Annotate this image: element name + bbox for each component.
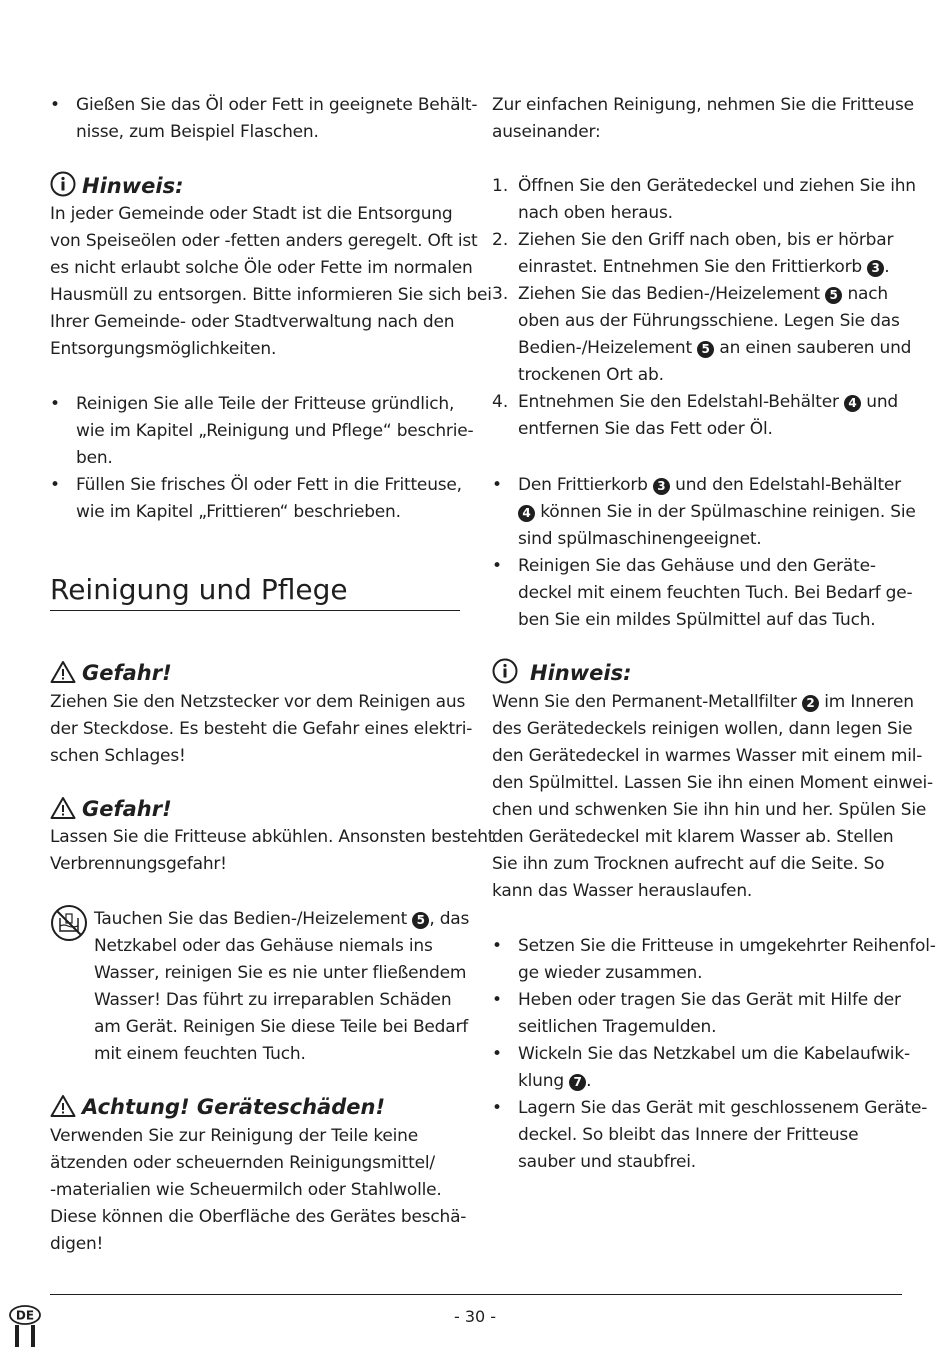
text-line: Reinigen Sie das Gehäuse und den Geräte- [518, 556, 876, 576]
bullet-dot: • [50, 475, 61, 495]
text-line: den Gerätedeckel in warmes Wasser mit einem mil- [492, 746, 923, 766]
text-line: sind spülmaschinengeeignet. [518, 529, 762, 549]
text-line: Lassen Sie die Fritteuse abkühlen. Ansonsten besteht [50, 827, 495, 847]
text-line: es nicht erlaubt solche Öle oder Fette im normalen [50, 258, 473, 278]
part-number-badge: 7 [569, 1074, 586, 1091]
text-line: der Steckdose. Es besteht die Gefahr eines elektri- [50, 719, 473, 739]
danger-title: Gefahr! [82, 661, 172, 685]
text-line: wie im Kapitel „Reinigung und Pflege“ beschrie- [76, 421, 474, 441]
part-number-badge: 3 [653, 478, 670, 495]
text-line: sauber und staubfrei. [518, 1152, 696, 1172]
text-line: Gießen Sie das Öl oder Fett in geeignete Behält- [76, 95, 478, 115]
danger-heading [50, 794, 172, 824]
no-immersion-icon [50, 904, 88, 942]
note-title: Hinweis: [82, 174, 184, 198]
info-icon [492, 658, 518, 684]
text-line: Füllen Sie frisches Öl oder Fett in die Fritteuse, [76, 475, 462, 495]
text-line: Ihrer Gemeinde- oder Stadtverwaltung nach den [50, 312, 455, 332]
bullet-dot: • [492, 556, 503, 576]
text-line: Wasser! Das führt zu irreparablen Schäden [94, 990, 452, 1010]
text-line: wie im Kapitel „Frittieren“ beschrieben. [76, 502, 401, 522]
text-line: kann das Wasser herauslaufen. [492, 881, 753, 901]
part-number-badge: 4 [844, 395, 861, 412]
step-number: 4. [492, 392, 509, 412]
part-number-badge: 5 [825, 287, 842, 304]
bullet-dot: • [492, 475, 503, 495]
text-line: -materialien wie Scheuermilch oder Stahlwolle. [50, 1180, 442, 1200]
text-line: 4 können Sie in der Spülmaschine reinigen. Sie [518, 499, 916, 526]
text-line: Tauchen Sie das Bedien-/Heizelement 5 , das [94, 909, 470, 929]
footer-divider [50, 1294, 902, 1295]
caution-title: Achtung! Geräteschäden! [82, 1095, 386, 1119]
section-title: Reinigung und Pflege [50, 573, 348, 606]
text-line: Wickeln Sie das Netzkabel um die Kabelaufwik- [518, 1044, 910, 1064]
bullet-dot: • [50, 95, 61, 115]
text-line: klung 7 . [518, 1071, 592, 1091]
text-line: am Gerät. Reinigen Sie diese Teile bei Bedarf [94, 1017, 469, 1037]
language-code: DE [15, 1308, 35, 1323]
text-line: deckel. So bleibt das Innere der Fritteuse [518, 1125, 859, 1145]
info-icon [50, 171, 76, 197]
text-line: von Speiseölen oder -fetten anders geregelt. Oft ist [50, 231, 478, 251]
danger-title: Gefahr! [82, 797, 172, 821]
text-line: Lagern Sie das Gerät mit geschlossenem Geräte- [518, 1098, 928, 1118]
text-line: den Spülmittel. Lassen Sie ihn einen Moment einwei- [492, 773, 933, 793]
text-line: Ziehen Sie den Griff nach oben, bis er hörbar [518, 230, 894, 250]
text-line: ge wieder zusammen. [518, 963, 703, 983]
text-line: den Gerätedeckel mit klarem Wasser ab. Stellen [492, 827, 894, 847]
text-line: Ziehen Sie den Netzstecker vor dem Reinigen aus [50, 692, 466, 712]
text-line: Bedien-/Heizelement 5 an einen sauberen und [518, 338, 912, 358]
text-line: oben aus der Führungsschiene. Legen Sie das [518, 311, 900, 331]
bullet-dot: • [492, 936, 503, 956]
step-number: 1. [492, 176, 509, 196]
bullet-dot: • [50, 394, 61, 414]
text-line: nach oben heraus. [518, 203, 673, 223]
text-line: seitlichen Tragemulden. [518, 1017, 717, 1037]
text-line: Netzkabel oder das Gehäuse niemals ins [94, 936, 433, 956]
note-title: Hinweis: [530, 661, 632, 685]
text-line: mit einem feuchten Tuch. [94, 1044, 306, 1064]
text-line: nisse, zum Beispiel Flaschen. [76, 122, 319, 142]
text-line: Ziehen Sie das Bedien-/Heizelement 5 nach [518, 284, 888, 304]
text-line: chen und schwenken Sie ihn hin und her. Spülen Sie [492, 800, 927, 820]
part-number-badge: 3 [867, 260, 884, 277]
text-line: deckel mit einem feuchten Tuch. Bei Bedarf ge- [518, 583, 913, 603]
text-line: schen Schlages! [50, 746, 186, 766]
warning-triangle-icon [50, 660, 76, 684]
part-number-badge: 5 [697, 341, 714, 358]
part-number-badge: 5 [412, 912, 429, 929]
text-line: Den Frittierkorb 3 und den Edelstahl-Behälter [518, 475, 901, 495]
bullet-dot: • [492, 1044, 503, 1064]
warning-triangle-icon [50, 796, 76, 820]
text-line: Verwenden Sie zur Reinigung der Teile keine [50, 1126, 419, 1146]
page-number: - 30 - [453, 1307, 497, 1326]
caution-heading [50, 1092, 385, 1122]
text-line: Heben oder tragen Sie das Gerät mit Hilfe der [518, 990, 901, 1010]
text-line: Setzen Sie die Fritteuse in umgekehrter Reihenfol- [518, 936, 936, 956]
part-number-badge: 2 [802, 695, 819, 712]
step-number: 2. [492, 230, 509, 250]
text-line: des Gerätedeckels reinigen wollen, dann legen Sie [492, 719, 913, 739]
warning-triangle-icon [50, 1094, 76, 1118]
text-line: Sie ihn zum Trocknen aufrecht auf die Seite. So [492, 854, 885, 874]
text-line: ätzenden oder scheuernden Reinigungsmittel/ [50, 1153, 435, 1173]
text-line: In jeder Gemeinde oder Stadt ist die Entsorgung [50, 204, 453, 224]
text-line: Diese können die Oberfläche des Gerätes beschä- [50, 1207, 467, 1227]
text-line: trockenen Ort ab. [518, 365, 664, 385]
text-line: Hausmüll zu entsorgen. Bitte informieren Sie sich bei [50, 285, 492, 305]
note-heading [492, 658, 631, 688]
text-line: ben. [76, 448, 113, 468]
text-line: ben Sie ein mildes Spülmittel auf das Tuch. [518, 610, 876, 630]
text-line: Entnehmen Sie den Edelstahl-Behälter 4 und [518, 392, 899, 412]
text-line: Reinigen Sie alle Teile der Fritteuse gründlich, [76, 394, 455, 414]
language-tab [8, 1303, 42, 1347]
text-line: auseinander: [492, 122, 601, 142]
bullet-dot: • [492, 1098, 503, 1118]
text-line: Entsorgungsmöglichkeiten. [50, 339, 277, 359]
text-line: entfernen Sie das Fett oder Öl. [518, 419, 773, 439]
note-heading [50, 171, 183, 201]
part-number-badge: 4 [518, 505, 535, 522]
text-line: Wasser, reinigen Sie es nie unter fließendem [94, 963, 467, 983]
step-number: 3. [492, 284, 509, 304]
text-line: Zur einfachen Reinigung, nehmen Sie die Fritteuse [492, 95, 914, 115]
text-line: Öffnen Sie den Gerätedeckel und ziehen Sie ihn [518, 176, 916, 196]
text-line: digen! [50, 1234, 104, 1254]
danger-heading [50, 658, 172, 688]
text-line: Verbrennungsgefahr! [50, 854, 227, 874]
text-line: Wenn Sie den Permanent-Metallfilter 2 im Inneren [492, 692, 914, 712]
bullet-dot: • [492, 990, 503, 1010]
section-divider [50, 610, 460, 611]
text-line: einrastet. Entnehmen Sie den Frittierkorb 3 . [518, 257, 890, 277]
